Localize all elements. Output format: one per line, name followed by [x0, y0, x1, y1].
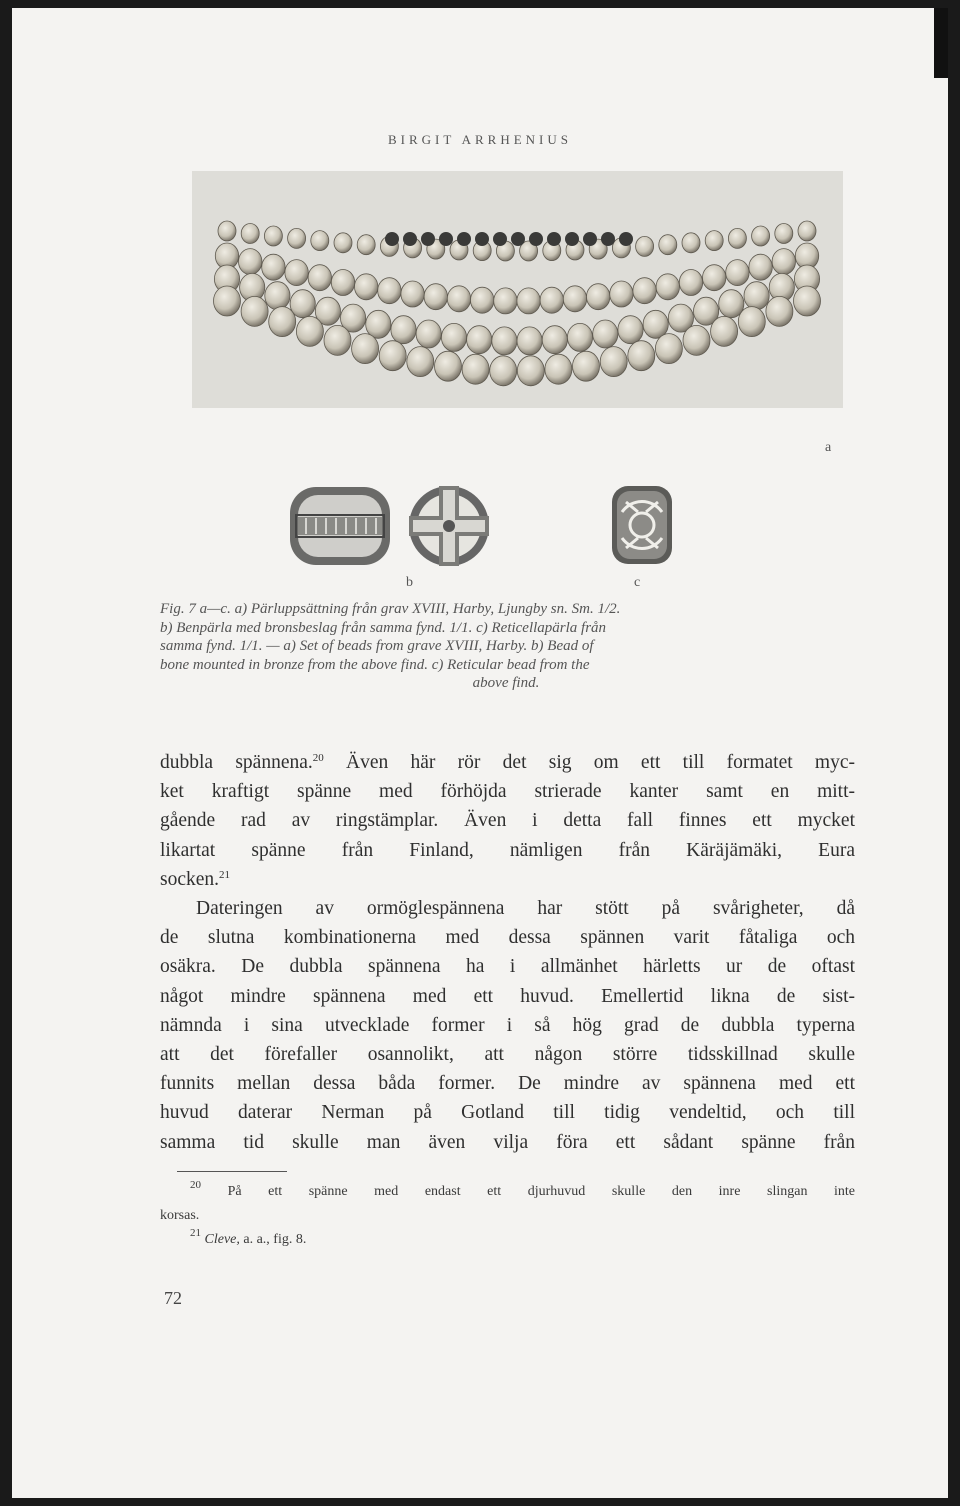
- bead-necklace-photo: [192, 171, 843, 408]
- caption-line: samma fynd. 1/1. — a) Set of beads from grave XVIII, Harby. b) Bead of: [160, 638, 594, 654]
- bead: [593, 320, 618, 348]
- figure-label-b: b: [406, 575, 413, 590]
- page-number: 72: [164, 1288, 182, 1308]
- small-bead: [547, 232, 561, 246]
- bead: [705, 231, 723, 251]
- footnote-divider: [177, 1171, 287, 1172]
- bead: [296, 316, 323, 346]
- bead: [416, 320, 441, 348]
- bead: [424, 284, 447, 310]
- bead: [311, 231, 329, 251]
- footnote-ref-20[interactable]: 20: [312, 752, 324, 764]
- bead: [517, 327, 542, 355]
- bead: [656, 274, 679, 300]
- bead: [331, 270, 354, 296]
- caption-line: bone mounted in bronze from the above find. c) Reticular bead from the: [160, 656, 590, 673]
- paragraph-1-line: ket kraftigt spänne med förhöjda strierade kanter samt en mitt-: [160, 781, 855, 803]
- bead: [262, 254, 285, 280]
- bead: [241, 296, 268, 326]
- small-bead: [511, 232, 525, 246]
- figure-caption: [160, 600, 852, 693]
- footnote-20: $^{20}$ På ett spänne med endast ett djurhuvud skulle den inre slingan inte: [190, 1179, 856, 1199]
- small-bead: [439, 232, 453, 246]
- bead: [573, 351, 600, 381]
- bead: [435, 351, 462, 381]
- bead: [265, 282, 290, 310]
- bead: [655, 334, 682, 364]
- small-bead: [475, 232, 489, 246]
- bead: [682, 233, 700, 253]
- bead: [775, 224, 793, 244]
- reticella-bead: [608, 482, 676, 568]
- footnote-21: $^{21}$ Cleve, a. a., fig. 8.: [190, 1227, 307, 1247]
- bead: [542, 326, 567, 354]
- bead: [587, 284, 610, 310]
- bead: [540, 287, 563, 313]
- bead: [401, 281, 424, 307]
- bead: [241, 224, 259, 244]
- bead: [517, 288, 540, 314]
- running-title: BIRGIT ARRHENIUS: [387, 132, 573, 147]
- bead: [324, 325, 351, 355]
- small-bead: [601, 232, 615, 246]
- footnotes: [160, 1180, 855, 1252]
- bead: [636, 236, 654, 256]
- bead: [600, 347, 627, 377]
- bead: [563, 286, 586, 312]
- bead: [334, 233, 352, 253]
- paragraph-2-line: att det förefaller osannolikt, att någon större tidsskillnad skulle: [160, 1044, 855, 1066]
- bead: [355, 274, 378, 300]
- bead: [352, 334, 379, 364]
- bead: [407, 347, 434, 377]
- paragraph-1-line: socken.$^{21}$: [160, 868, 231, 890]
- paragraph-1-line: dubbla spännena.$^{20}$ Även här rör det sig om ett till formatet myc-: [160, 752, 855, 773]
- figure-label-a: a: [825, 440, 832, 455]
- paragraph-1-line: gående rad av ringstämplar. Även i detta fall finnes ett mycket: [160, 810, 855, 832]
- bead: [738, 307, 765, 337]
- bead: [545, 354, 572, 384]
- bead: [726, 260, 749, 286]
- bead: [391, 316, 416, 344]
- bead: [447, 286, 470, 312]
- small-bead: [421, 232, 435, 246]
- bead: [752, 226, 770, 246]
- bead: [610, 281, 633, 307]
- scan-edge: [934, 8, 948, 78]
- caption-line: b) Benpärla med bronsbeslag från samma fynd. 1/1. c) Reticellapärla från: [160, 619, 607, 636]
- bead: [772, 249, 795, 275]
- bead: [618, 316, 643, 344]
- bead: [239, 249, 262, 275]
- bead: [679, 270, 702, 296]
- bead: [357, 235, 375, 255]
- book-page: [12, 8, 948, 1498]
- bead: [517, 356, 544, 386]
- paragraph-2-line: huvud daterar Nerman på Gotland till tidig vendeltid, och till: [160, 1102, 855, 1124]
- bead: [728, 228, 746, 248]
- small-bead: [565, 232, 579, 246]
- bead: [794, 286, 821, 316]
- bead: [798, 221, 816, 241]
- caption-line: Fig. 7 a—c. a) Pärluppsättning från grav XVIII, Harby, Ljungby sn. Sm. 1/2.: [160, 601, 621, 617]
- bead: [379, 341, 406, 371]
- small-bead: [493, 232, 507, 246]
- bead: [218, 221, 236, 241]
- bead: [471, 287, 494, 313]
- paragraph-2-line: Dateringen av ormöglespännena har stött på svårigheter, då: [196, 898, 855, 920]
- bead: [269, 307, 296, 337]
- bead: [703, 265, 726, 291]
- footnote-ref-21[interactable]: 21: [219, 868, 231, 881]
- paragraph-2-line: funnits mellan dessa båda former. De mindre av spännena med ett: [160, 1073, 855, 1095]
- bone-bead-bronze-mount: [286, 481, 500, 571]
- bead: [285, 260, 308, 286]
- bead: [441, 323, 466, 351]
- bead: [467, 326, 492, 354]
- bead: [711, 316, 738, 346]
- small-bead: [583, 232, 597, 246]
- bead: [214, 286, 241, 316]
- paragraph-1-line: likartat spänne från Finland, nämligen från Käräjämäki, Eura: [160, 839, 855, 861]
- footnote-20-cont: korsas.: [160, 1208, 200, 1223]
- paragraph-2-line: de slutna kombinationerna med dessa spännen varit fåtaliga och: [160, 927, 855, 949]
- paragraph-2-line: nämnda i sina utvecklade former i så hög grad de dubbla typerna: [160, 1014, 855, 1036]
- paragraph-2-line: samma tid skulle man även vilja föra ett sådant spänne från: [160, 1131, 855, 1153]
- bead: [462, 354, 489, 384]
- small-bead: [385, 232, 399, 246]
- caption-line: above find.: [472, 675, 540, 691]
- body-text: [160, 748, 855, 1157]
- bead: [766, 296, 793, 326]
- bead: [492, 327, 517, 355]
- bead: [288, 228, 306, 248]
- bead: [378, 278, 401, 304]
- bead: [633, 278, 656, 304]
- small-bead: [619, 232, 633, 246]
- paragraph-2-line: osäkra. De dubbla spännena ha i allmänhet härletts ur de oftast: [160, 956, 855, 978]
- paragraph-2-line: något mindre spännena med ett huvud. Emellertid likna de sist-: [160, 985, 855, 1007]
- bead: [567, 323, 592, 351]
- bead: [494, 288, 517, 314]
- bead: [628, 341, 655, 371]
- small-bead: [529, 232, 543, 246]
- bead: [308, 265, 331, 291]
- bead: [659, 235, 677, 255]
- bead: [264, 226, 282, 246]
- bead: [490, 356, 517, 386]
- bead: [744, 282, 769, 310]
- small-bead: [457, 232, 471, 246]
- bead: [749, 254, 772, 280]
- small-bead: [403, 232, 417, 246]
- figure-label-c: c: [634, 575, 641, 590]
- bead: [683, 325, 710, 355]
